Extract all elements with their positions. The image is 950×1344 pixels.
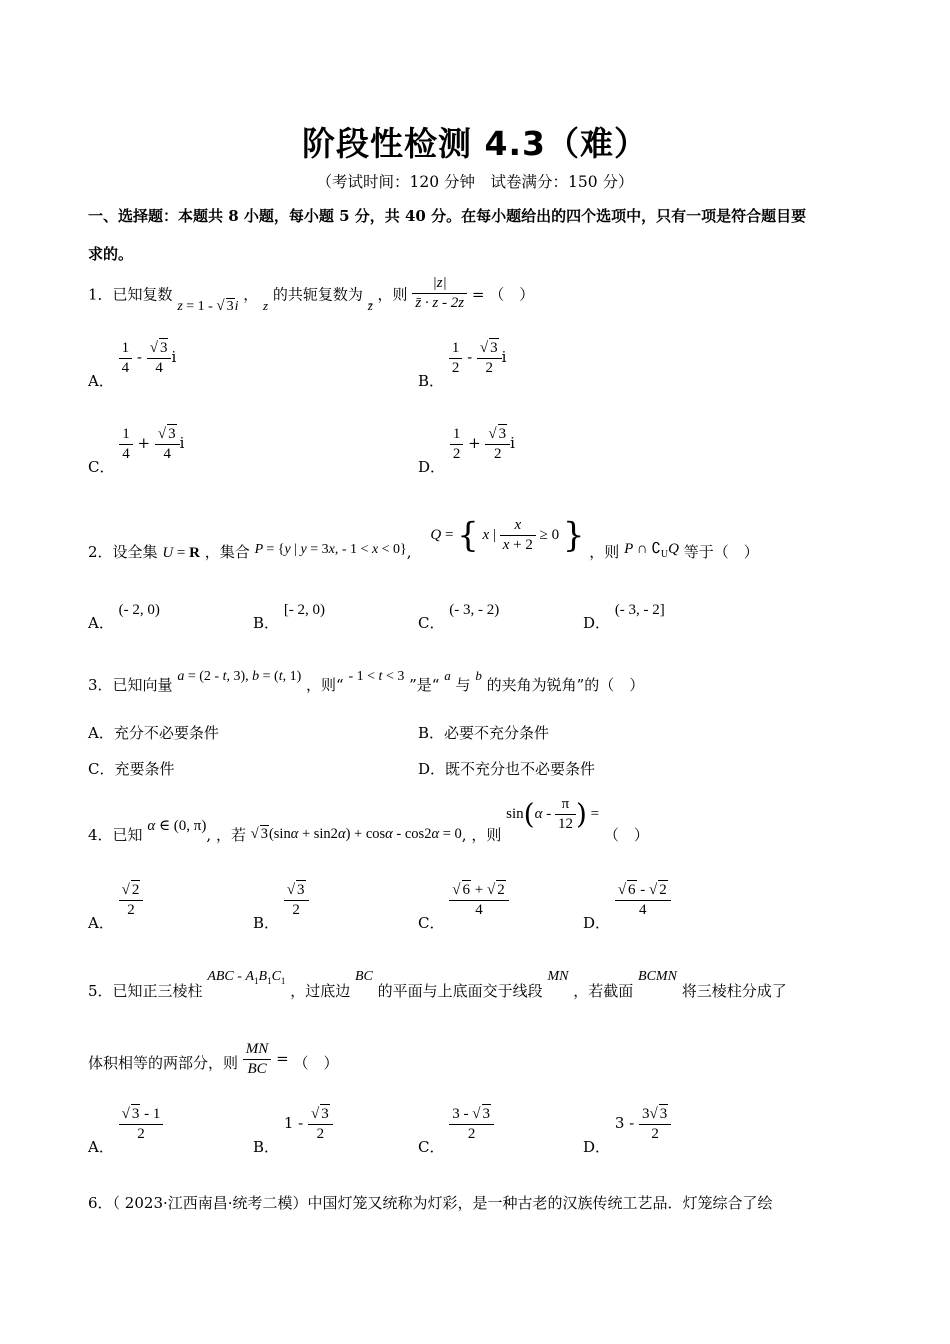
question-5: 5．已知正三棱柱 ABC - $A_1B_1C_1$ ，过底边 BC 的平面与上底面交于线段 MN ，若截面 BCMN 将三棱柱分成了: [88, 969, 787, 1000]
page-title: 阶段性检测 4.3（难）: [302, 124, 648, 163]
q1-formula-fraction: $\frac{|z|}{z̄ \cdot z - 2z}$: [412, 274, 467, 313]
q5-option-c[interactable]: C． $\frac{3 - √ 3}{2}$: [418, 1104, 494, 1144]
q4-option-a[interactable]: A． $\frac{√ 2}{2}$: [88, 880, 143, 920]
question-4: 4．已知 α ∈ (0, π), ，若 √ 3(sinα + sin2α) + cosα - cos2α = 0, ，则 sin(α - $\frac{\pi}{12}$ ) = （ ）: [88, 796, 649, 844]
q5-option-b[interactable]: B． 1 - $\frac{√ 3}{2}$: [253, 1104, 333, 1144]
q5-option-d[interactable]: D． 3 - $\frac{3√ 3}{2}$: [583, 1104, 671, 1144]
q2-option-d[interactable]: D． (- 3, - 2]: [583, 602, 665, 632]
question-6: 6．（ 2023·江西南昌·统考二模）中国灯笼又统称为灯彩，是一种古老的汉族传统工艺品．灯笼综合了绘: [88, 1194, 773, 1212]
q1-text: 1．已知复数: [88, 285, 173, 304]
q2-option-a[interactable]: A． (- 2, 0): [88, 602, 160, 632]
q5-option-a[interactable]: A． $\frac{√ 3 - 1}{2}$: [88, 1104, 163, 1144]
q2-option-c[interactable]: C． (- 3, - 2): [418, 602, 500, 632]
q3-option-d[interactable]: D．既不充分也不必要条件: [418, 760, 596, 778]
q3-option-a[interactable]: A．充分不必要条件: [88, 724, 219, 742]
question-5-line2: 体积相等的两部分，则 $\frac{MN}{BC}$ = （ ）: [88, 1041, 339, 1077]
q2-option-b[interactable]: B． [- 2, 0): [253, 602, 326, 632]
exam-info: （考试时间：120 分钟 试卷满分：150 分）: [316, 173, 634, 191]
q1-formula-z: z = 1 - √ 3i: [177, 297, 239, 314]
q1-option-a[interactable]: A． $\frac{1}{4}$ - $\frac{√ 3}{4}$ i: [88, 339, 177, 390]
q1-option-b[interactable]: B． $\frac{1}{2}$ - $\frac{√ 3}{2}$ i: [418, 339, 507, 390]
q4-option-c[interactable]: C． $\frac{√ 6 + √ 2}{4}$: [418, 880, 509, 920]
q3-option-b[interactable]: B．必要不充分条件: [418, 724, 550, 742]
section-heading-line1: 一、选择题：本题共 8 小题，每小题 5 分，共 40 分。在每小题给出的四个选项中，只有一项是符合题目要: [88, 207, 807, 225]
q2-set-p: P = {y | y = 3x, - 1 < x < 0}: [254, 541, 407, 557]
q4-option-d[interactable]: D． $\frac{√ 6 - √ 2}{4}$: [583, 880, 671, 920]
question-2: 2．设全集 U = R ，集合 P = {y | y = 3x, - 1 < x < 0}, Q = { x | $\frac{x}{x + 2}$ ≥ 0 } ，则 P ∩ $∁_UQ$ 等于（ ）: [88, 515, 759, 561]
q2-set-q: Q = { x | $\frac{x}{x + 2}$ ≥ 0 }: [430, 515, 585, 556]
q3-option-c[interactable]: C．充要条件: [88, 760, 175, 778]
q1-option-c[interactable]: C． $\frac{1}{4}$ + $\frac{√ 3}{4}$ i: [88, 425, 185, 476]
q4-option-b[interactable]: B． $\frac{√ 3}{2}$: [253, 880, 309, 920]
question-1: 1．已知复数 z = 1 - √ 3i ， z 的共轭复数为 z̄ ，则 $\frac{|z|}{z̄ \cdot z - 2z}$ = （ ）: [88, 275, 535, 314]
q4-equation: √ 3(sinα + sin2α) + cosα - cos2α = 0: [250, 825, 462, 842]
q1-option-d[interactable]: D． $\frac{1}{2}$ + $\frac{√ 3}{2}$ i: [418, 425, 515, 476]
section-heading-line2: 求的。: [88, 245, 134, 263]
question-3: 3．已知向量 a = (2 - t, 3), b = (t, 1) ，则“ - 1 < t < 3 ”是“ a 与 b 的夹角为锐角”的（ ）: [88, 668, 645, 694]
